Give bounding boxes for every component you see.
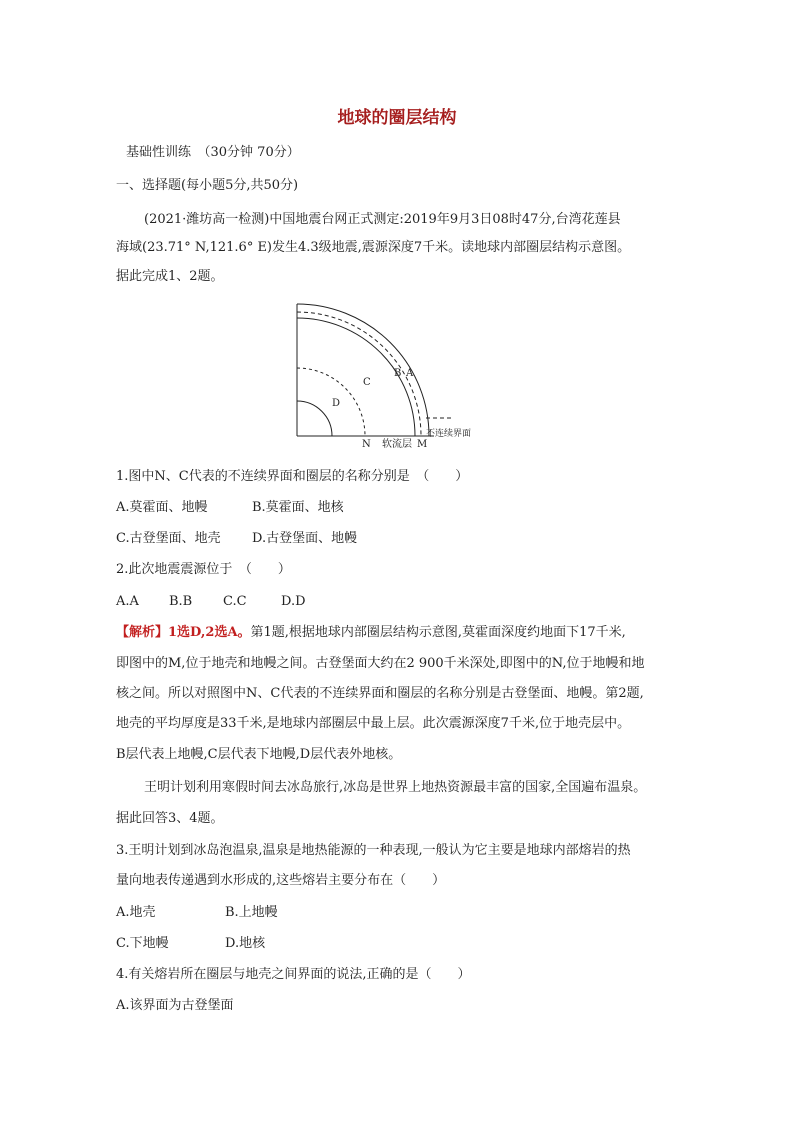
label-d: D [332,398,341,409]
analysis-line-2: 即图中的M,位于地壳和地幔之间。古登堡面大约在2 900千米深处,即图中的N,位于地幔和地 [116,656,645,671]
label-a: A [406,368,414,379]
training-header: 基础性训练 （30分钟 70分） [126,145,300,160]
label-b: B [394,368,402,379]
q3-option-a: A.地壳 [116,905,156,920]
section-heading: 一、选择题(每小题5分,共50分) [116,178,299,193]
q2-stem: 2.此次地震震源位于 （ ） [116,562,291,577]
label-n: N [362,439,371,450]
analysis-line-4: 地壳的平均厚度是33千米,是地球内部圈层中最上层。此次震源深度7千米,位于地壳层中。 [116,716,631,731]
q4-stem: 4.有关熔岩所在圈层与地壳之间界面的说法,正确的是（ ） [116,967,471,982]
q1-stem: 1.图中N、C代表的不连续界面和圈层的名称分别是 （ ） [116,469,469,484]
q3-option-d: D.地核 [225,936,266,951]
q2-option-c: C.C [223,594,247,609]
analysis-text-1: 第1题,根据地球内部圈层结构示意图,莫霍面深度约地面下17千米, [250,625,626,640]
analysis-line-5: B层代表上地幔,C层代表下地幔,D层代表外地核。 [116,747,402,762]
q1-option-a: A.莫霍面、地幔 [116,500,208,515]
analysis-line-3: 核之间。所以对照图中N、C代表的不连续界面和圈层的名称分别是古登堡面、地幔。第2题, [116,686,644,701]
q1-option-d: D.古登堡面、地幔 [252,531,358,546]
q3-option-b: B.上地幔 [225,905,278,920]
analysis-line-1 [116,625,626,641]
intro-line-1: (2021·潍坊高一检测)中国地震台网正式测定:2019年9月3日08时47分,台湾花莲县 [144,212,621,227]
q2-option-b: B.B [169,594,193,609]
discontinuity-m-arc [297,312,421,436]
page-title: 地球的圈层结构 [337,108,457,128]
q3-stem-line-2: 量向地表传递遇到水形成的,这些熔岩主要分布在（ ） [116,873,446,888]
earth-structure-diagram [286,300,506,450]
inner-core-arc [297,401,332,436]
label-m: M [417,439,428,450]
q4-option-a: A.该界面为古登堡面 [116,998,234,1013]
q2-option-a: A.A [116,594,139,609]
intro2-line-1: 王明计划利用寒假时间去冰岛旅行,冰岛是世界上地热资源最丰富的国家,全国遍布温泉。 [144,780,647,795]
intro-line-3: 据此完成1、2题。 [116,269,224,284]
legend-label: 不连续界面 [426,429,472,439]
q1-option-c: C.古登堡面、地壳 [116,531,221,546]
q3-option-c: C.下地幔 [116,936,169,951]
label-c: C [363,377,371,388]
analysis-answer: 1选D,2选A。 [168,625,251,640]
intro2-line-2: 据此回答3、4题。 [116,811,224,826]
intro-line-2: 海域(23.71° N,121.6° E)发生4.3级地震,震源深度7千米。读地球内部圈层结构示意图。 [116,240,631,255]
q1-option-b: B.莫霍面、地核 [252,500,344,515]
analysis-tag: 【解析】 [116,625,169,640]
q3-stem-line-1: 3.王明计划到冰岛泡温泉,温泉是地热能源的一种表现,一般认为它主要是地球内部熔岩的热 [116,843,631,858]
label-asthenosphere: 软流层 [382,439,412,450]
q2-option-d: D.D [281,594,306,609]
